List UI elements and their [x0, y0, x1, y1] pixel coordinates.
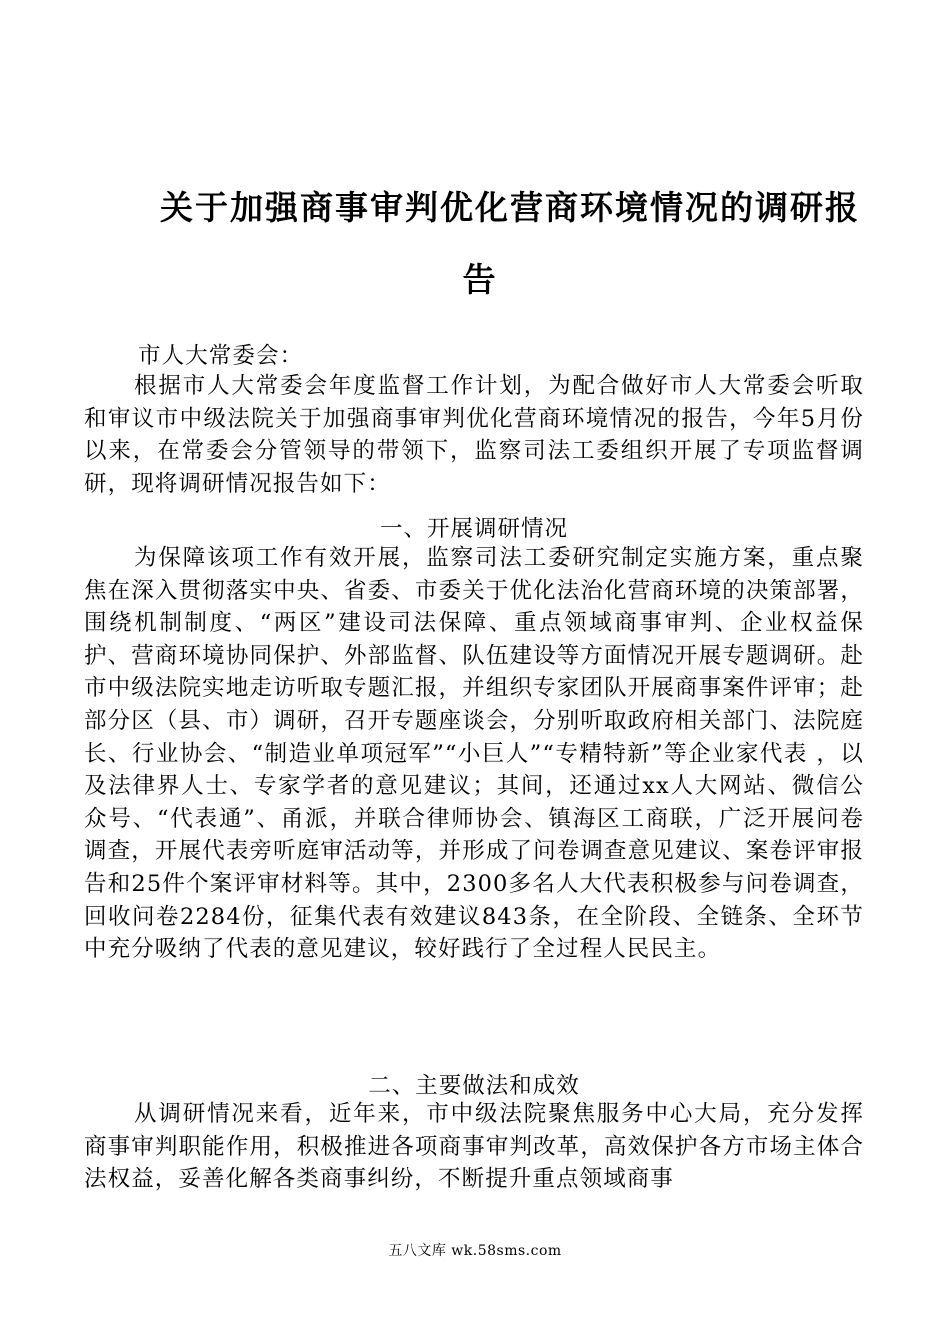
footer-watermark: 五八文库 wk.58sms.com — [388, 1243, 562, 1259]
section-heading-2: 二、主要做法和成效 — [368, 1073, 580, 1099]
document-title-line-1: 关于加强商事审判优化营商环境情况的调研报 — [160, 188, 860, 227]
section-2-paragraph: 从调研情况来看，近年来，市中级法院聚焦服务中心大局，充分发挥商事审判职能作用，积极推进各项商事审判改革，高效保护各方市场主体合法权益，妥善化解各类商事纠纷，不断提升重点领域商事 — [84, 1101, 864, 1193]
intro-paragraph: 根据市人大常委会年度监督工作计划，为配合做好市人大常委会听取和审议市中级法院关于加强商事审判优化营商环境情况的报告，今年5月份以来，在常委会分管领导的带领下，监察司法工委组织开展了专项监督调研，现将调研情况报告如下： — [84, 373, 864, 497]
salutation: 市人大常委会： — [138, 343, 304, 369]
section-1-paragraph: 为保障该项工作有效开展，监察司法工委研究制定实施方案，重点聚焦在深入贯彻落实中央、省委、市委关于优化法治化营商环境的决策部署，围绕机制制度、“两区”建设司法保障、重点领域商事审判、企业权益保护、营商环境协同保护、外部监督、队伍建设等方面情况开展专题调研。赴市中级法院实地走访听取专题汇报，并组织专家团队开展商事案件评审；赴部分区（县、市）调研，召开专题座谈会，分别听取政府相关部门、法院庭长、行业协会、“制造业单项冠军”“小巨人”“专精特新”等企业家代表 ，以及法律界人士、专家学者的意见建议；其间，还通过xx人大网站、微信公众号、“代表通”、甬派，并联合律师协会、镇海区工商联，广泛开展问卷调查，开展代表旁听庭审活动等，并形成了问卷调查意见建议、案卷评审报告和25件个案评审材料等。其中，2300多名人大代表积极参与问卷调查，回收问卷2284份，征集代表有效建议843条，在全阶段、全链条、全环节中充分吸纳了代表的意见建议，较好践行了全过程人民民主。 — [84, 545, 864, 963]
document-title-line-2: 告 — [462, 260, 498, 299]
section-heading-1: 一、开展调研情况 — [379, 516, 568, 542]
